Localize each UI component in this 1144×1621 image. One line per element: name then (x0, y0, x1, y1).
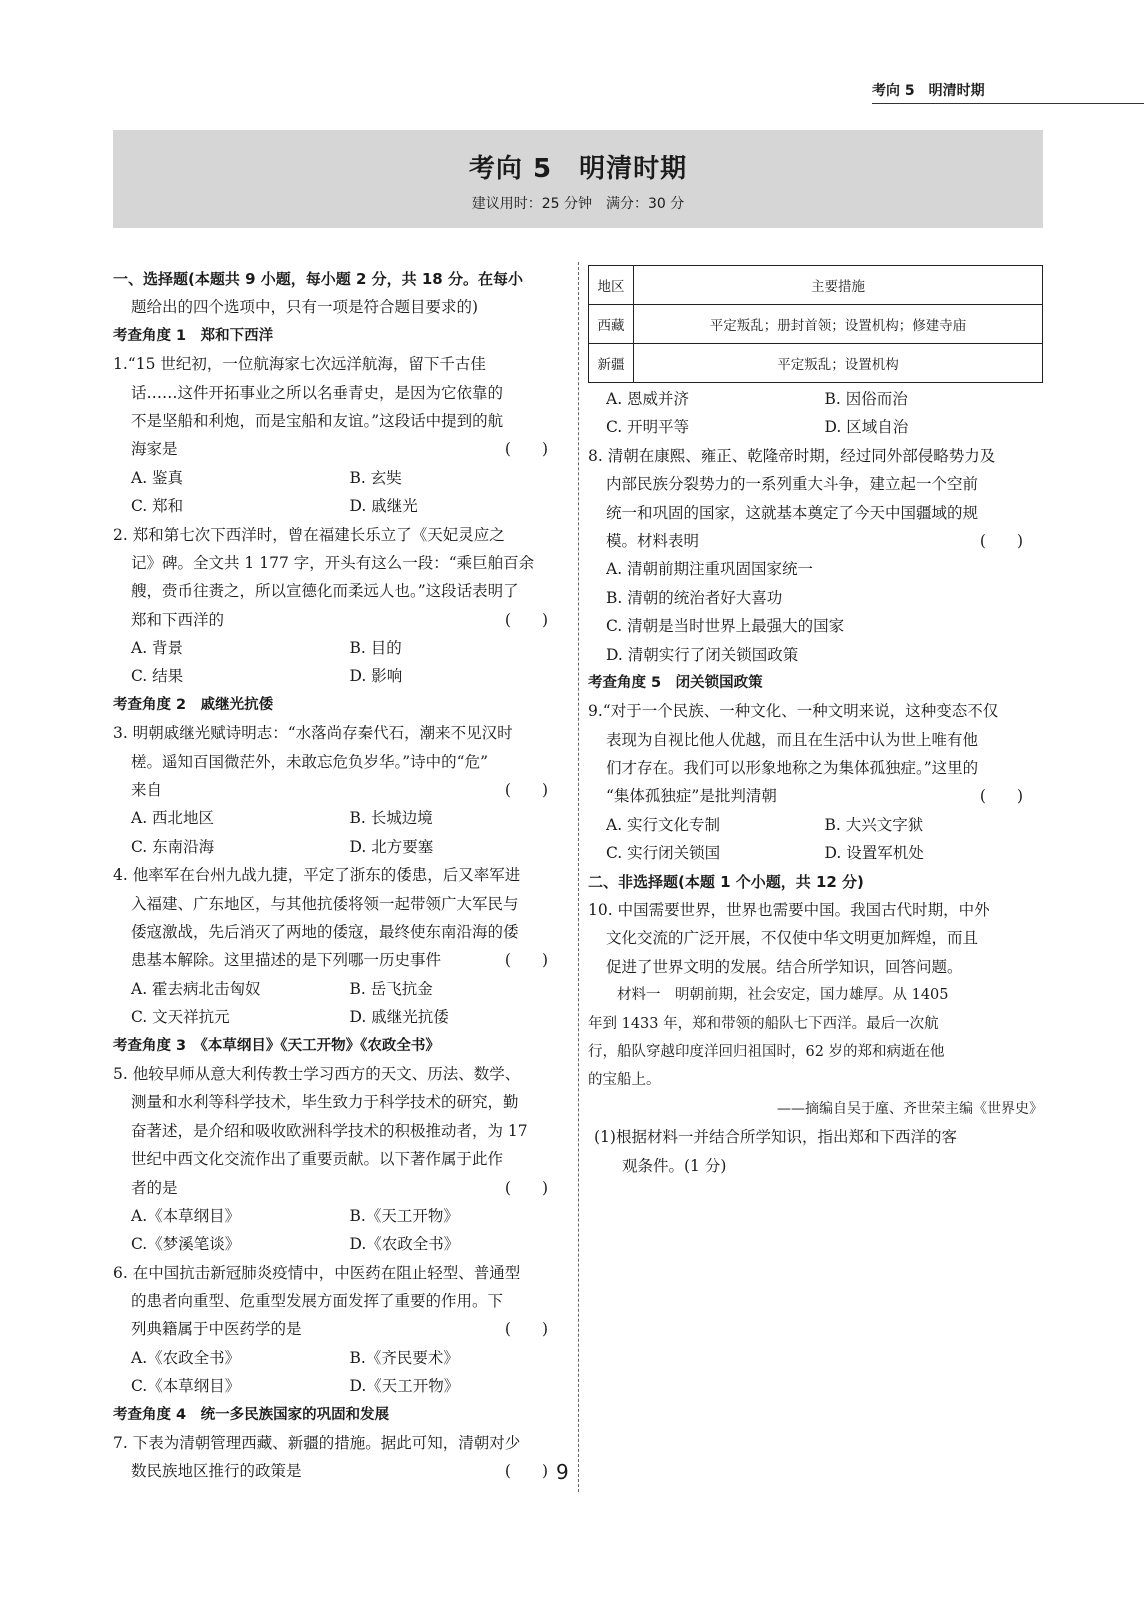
line-text: ——摘编自吴于廑、齐世荣主编《世界史》 (777, 1100, 1043, 1117)
angle-heading (113, 322, 568, 350)
line-text: 考查角度 3 《本草纲目》《天工开物》《农政全书》 (113, 1037, 440, 1054)
answer-option: A. 实行文化专制 (606, 815, 721, 834)
answer-options (113, 1344, 568, 1372)
left-column (113, 265, 568, 1486)
question-line (588, 726, 1043, 754)
line-text: 记》碑。全文共 1 177 字，开头有这么一段：“乘巨舶百余 (131, 553, 535, 572)
material-line (588, 1038, 1043, 1066)
line-text: 3. 明朝戚继光赋诗明志：“水落尚存秦代石，潮来不见汉时 (113, 724, 513, 743)
answer-option: B. 长城边境 (349, 809, 433, 828)
angle-heading (588, 669, 1043, 697)
answer-option: A. 鉴真 (131, 468, 184, 487)
line-text: 来自 (131, 781, 163, 800)
line-text: 题给出的四个选项中，只有一项是符合题目要求的) (131, 298, 479, 317)
section-heading (113, 293, 568, 321)
question-line (113, 1174, 568, 1202)
answer-option: D. 戚继光抗倭 (349, 1008, 449, 1027)
section-heading (588, 868, 1043, 896)
line-text: 促进了世界文明的发展。结合所学知识，回答问题。 (606, 957, 963, 976)
title-banner (113, 130, 1043, 228)
question-line (588, 896, 1043, 924)
question-line (113, 577, 568, 605)
answer-options (113, 1372, 568, 1400)
answer-options (113, 1202, 568, 1230)
answer-options (113, 1003, 568, 1031)
line-text: B. 清朝的统治者好大喜功 (606, 588, 783, 607)
line-text: 的宝船上。 (588, 1072, 661, 1089)
line-text: A. 清朝前期注重巩固国家统一 (606, 560, 814, 579)
answer-options (113, 833, 568, 861)
page-subtitle: 建议用时：25 分钟 满分：30 分 (471, 196, 685, 212)
line-text: 统一和巩固的国家，这就基本奠定了今天中国疆域的规 (606, 503, 979, 522)
line-text: D. 清朝实行了闭关锁国政策 (606, 645, 799, 664)
line-text: 槎。遥知百国微茫外，未敢忘危负岁华。”诗中的“危” (131, 752, 489, 771)
answer-bracket: ( ) (979, 787, 1023, 806)
answer-options (113, 975, 568, 1003)
answer-option: B. 玄奘 (349, 468, 402, 487)
answer-option: D. 影响 (349, 667, 403, 686)
question-line (113, 1429, 568, 1457)
answer-option: A. 背景 (131, 639, 184, 658)
line-text: 7. 下表为清朝管理西藏、新疆的措施。据此可知，清朝对少 (113, 1434, 521, 1453)
line-text: 一、选择题(本题共 9 小题，每小题 2 分，共 18 分。在每小 (113, 270, 523, 288)
line-text: 考查角度 5 闭关锁国政策 (588, 674, 763, 691)
column-divider (578, 262, 579, 1492)
question-line (588, 754, 1043, 782)
answer-bracket: ( ) (504, 1320, 548, 1339)
answer-bracket: ( ) (504, 1462, 548, 1481)
answer-option: B. 目的 (349, 639, 402, 658)
line-text: 世纪中西文化交流作出了重要贡献。以下著作属于此作 (131, 1150, 504, 1169)
table-cell: 平定叛乱；设置机构 (634, 344, 1043, 383)
answer-option: B.《齐民要术》 (349, 1348, 459, 1367)
line-text: 模。材料表明 (606, 531, 700, 550)
line-text: 奋著述，是介绍和吸收欧洲科学技术的积极推动者，为 17 (131, 1121, 528, 1140)
question-line (588, 612, 1043, 640)
question-line (113, 1060, 568, 1088)
page-title: 考向 5 明清时期 (468, 154, 688, 184)
line-text: 倭寇激战，先后消灭了两地的倭寇，最终使东南沿海的倭 (131, 922, 519, 941)
line-text: 行，船队穿越印度洋回归祖国时，62 岁的郑和病逝在他 (588, 1043, 945, 1060)
answer-options (113, 662, 568, 690)
line-text: 考查角度 1 郑和下西洋 (113, 327, 274, 344)
answer-options (113, 1230, 568, 1258)
table-cell: 新疆 (589, 344, 634, 383)
answer-options (588, 385, 1043, 413)
answer-option: D.《天工开物》 (349, 1377, 460, 1396)
line-text: 1.“15 世纪初，一位航海家七次远洋航海，留下千古佳 (113, 355, 486, 374)
line-text: 10. 中国需要世界，世界也需要中国。我国古代时期，中外 (588, 901, 990, 920)
answer-option: C.《本草纲目》 (131, 1377, 241, 1396)
policy-table (588, 265, 1043, 383)
table-header-row (589, 266, 1043, 305)
table-header-cell: 主要措施 (634, 266, 1043, 305)
answer-option: C. 东南沿海 (131, 837, 215, 856)
answer-option: C. 实行闭关锁国 (606, 844, 721, 863)
answer-options (113, 492, 568, 520)
answer-bracket: ( ) (979, 531, 1023, 550)
line-text: 海家是 (131, 440, 178, 459)
answer-bracket: ( ) (504, 610, 548, 629)
question-line (113, 521, 568, 549)
angle-heading (113, 691, 568, 719)
line-text: 的患者向重型、危重型发展方面发挥了重要的作用。下 (131, 1292, 504, 1311)
question-line (588, 442, 1043, 470)
line-text: 们才存在。我们可以形象地称之为集体孤独症。”这里的 (606, 759, 979, 778)
table-cell: 西藏 (589, 305, 634, 344)
question-line (113, 1457, 568, 1485)
question-line (113, 549, 568, 577)
line-text: 6. 在中国抗击新冠肺炎疫情中，中医药在阻止轻型、普通型 (113, 1263, 521, 1282)
line-text: C. 清朝是当时世界上最强大的国家 (606, 617, 845, 636)
question-line (113, 435, 568, 463)
answer-option: B. 因俗而治 (824, 390, 908, 408)
material-line (588, 1010, 1043, 1038)
answer-options (588, 413, 1043, 441)
answer-options (113, 634, 568, 662)
line-text: 郑和下西洋的 (131, 610, 225, 629)
answer-option: D. 区域自治 (824, 418, 909, 437)
line-text: 5. 他较早师从意大利传教士学习西方的天文、历法、数学、 (113, 1064, 521, 1083)
question-line (113, 1315, 568, 1343)
section-heading (113, 265, 568, 293)
table-cell: 平定叛乱；册封首领；设置机构；修建寺庙 (634, 305, 1043, 344)
table-header-cell: 地区 (589, 266, 634, 305)
answer-option: A. 恩威并济 (606, 390, 690, 408)
question-line (588, 584, 1043, 612)
table-row (589, 305, 1043, 344)
question-line (588, 499, 1043, 527)
answer-bracket: ( ) (504, 440, 548, 459)
answer-option: A.《本草纲目》 (131, 1206, 241, 1225)
line-text: 考查角度 4 统一多民族国家的巩固和发展 (113, 1406, 390, 1423)
sub-question (588, 1123, 1043, 1151)
answer-options (588, 811, 1043, 839)
angle-heading (113, 1032, 568, 1060)
question-line (588, 697, 1043, 725)
header-rule (872, 103, 1144, 104)
question-line (113, 1088, 568, 1116)
line-text: 年到 1433 年，郑和带领的船队七下西洋。最后一次航 (588, 1015, 939, 1032)
question-line (588, 555, 1043, 583)
question-line (113, 1259, 568, 1287)
answer-option: A. 西北地区 (131, 809, 215, 828)
line-text: 4. 他率军在台州九战九捷，平定了浙东的倭患，后又率军进 (113, 866, 521, 885)
line-text: “集体孤独症”是批判清朝 (606, 787, 777, 806)
question-line (113, 379, 568, 407)
question-line (113, 1145, 568, 1173)
answer-option: C. 结果 (131, 667, 184, 686)
line-text: 内部民族分裂势力的一系列重大斗争，建立起一个空前 (606, 475, 979, 494)
line-text: 材料一 明朝前期，社会安定，国力雄厚。从 1405 (588, 987, 949, 1004)
question-line (588, 470, 1043, 498)
answer-option: D. 设置军机处 (824, 844, 924, 863)
line-text: 数民族地区推行的政策是 (131, 1462, 302, 1481)
line-text: 列典籍属于中医药学的是 (131, 1320, 302, 1339)
line-text: 不是坚船和利炮，而是宝船和友谊。”这段话中提到的航 (131, 411, 504, 430)
question-line (113, 946, 568, 974)
question-line (113, 350, 568, 378)
answer-option: C. 开明平等 (606, 418, 690, 437)
material-line (588, 1066, 1043, 1094)
material-source (588, 1095, 1043, 1123)
line-text: 考查角度 2 戚继光抗倭 (113, 696, 274, 713)
question-line (113, 861, 568, 889)
line-text: 文化交流的广泛开展，不仅使中华文明更加辉煌，而且 (606, 929, 979, 948)
answer-bracket: ( ) (504, 1178, 548, 1197)
question-line (113, 890, 568, 918)
question-line (588, 527, 1043, 555)
question-line (113, 407, 568, 435)
answer-option: A.《农政全书》 (131, 1348, 241, 1367)
table-row (589, 344, 1043, 383)
answer-option: C.《梦溪笔谈》 (131, 1235, 241, 1254)
question-line (588, 953, 1043, 981)
line-text: 观条件。(1 分) (622, 1156, 727, 1175)
answer-options (113, 464, 568, 492)
answer-option: D. 北方要塞 (349, 837, 434, 856)
line-text: 入福建、广东地区，与其他抗倭将领一起带领广大军民与 (131, 894, 519, 913)
line-text: 表现为自视比他人优越，而且在生活中认为世上唯有他 (606, 730, 979, 749)
answer-option: D. 戚继光 (349, 497, 418, 516)
answer-bracket: ( ) (504, 951, 548, 970)
answer-options (588, 839, 1043, 867)
question-line (113, 1117, 568, 1145)
line-text: 艘，赍币往赉之，所以宣德化而柔远人也。”这段话表明了 (131, 582, 519, 601)
answer-option: B. 岳飞抗金 (349, 979, 433, 998)
question-line (113, 606, 568, 634)
question-line (113, 719, 568, 747)
line-text: 者的是 (131, 1178, 178, 1197)
answer-option: C. 文天祥抗元 (131, 1008, 230, 1027)
question-line (113, 1287, 568, 1315)
question-line (113, 748, 568, 776)
line-text: 8. 清朝在康熙、雍正、乾隆帝时期，经过同外部侵略势力及 (588, 446, 996, 465)
question-line (588, 782, 1043, 810)
line-text: 2. 郑和第七次下西洋时，曾在福建长乐立了《天妃灵应之 (113, 525, 505, 544)
answer-bracket: ( ) (504, 781, 548, 800)
material-line (588, 981, 1043, 1009)
line-text: (1)根据材料一并结合所学知识，指出郑和下西洋的客 (594, 1128, 957, 1147)
answer-options (113, 804, 568, 832)
question-line (588, 641, 1043, 669)
page-number: 9 (556, 1460, 569, 1484)
running-header: 考向 5 明清时期 (872, 83, 985, 99)
answer-option: D.《农政全书》 (349, 1235, 460, 1254)
question-line (113, 776, 568, 804)
answer-option: C. 郑和 (131, 497, 184, 516)
line-text: 话……这件开拓事业之所以名垂青史，是因为它依靠的 (131, 383, 504, 402)
line-text: 二、非选择题(本题 1 个小题，共 12 分) (588, 872, 864, 891)
right-column (588, 265, 1043, 1180)
question-line (588, 924, 1043, 952)
answer-option: B.《天工开物》 (349, 1206, 459, 1225)
question-line (113, 918, 568, 946)
angle-heading (113, 1401, 568, 1429)
line-text: 9.“对于一个民族、一种文化、一种文明来说，这种变态不仅 (588, 702, 999, 721)
answer-option: B. 大兴文字狱 (824, 815, 924, 834)
answer-option: A. 霍去病北击匈奴 (131, 979, 261, 998)
line-text: 测量和水利等科学技术，毕生致力于科学技术的研究，勤 (131, 1093, 519, 1112)
line-text: 患基本解除。这里描述的是下列哪一历史事件 (131, 951, 442, 970)
sub-question (588, 1152, 1043, 1180)
